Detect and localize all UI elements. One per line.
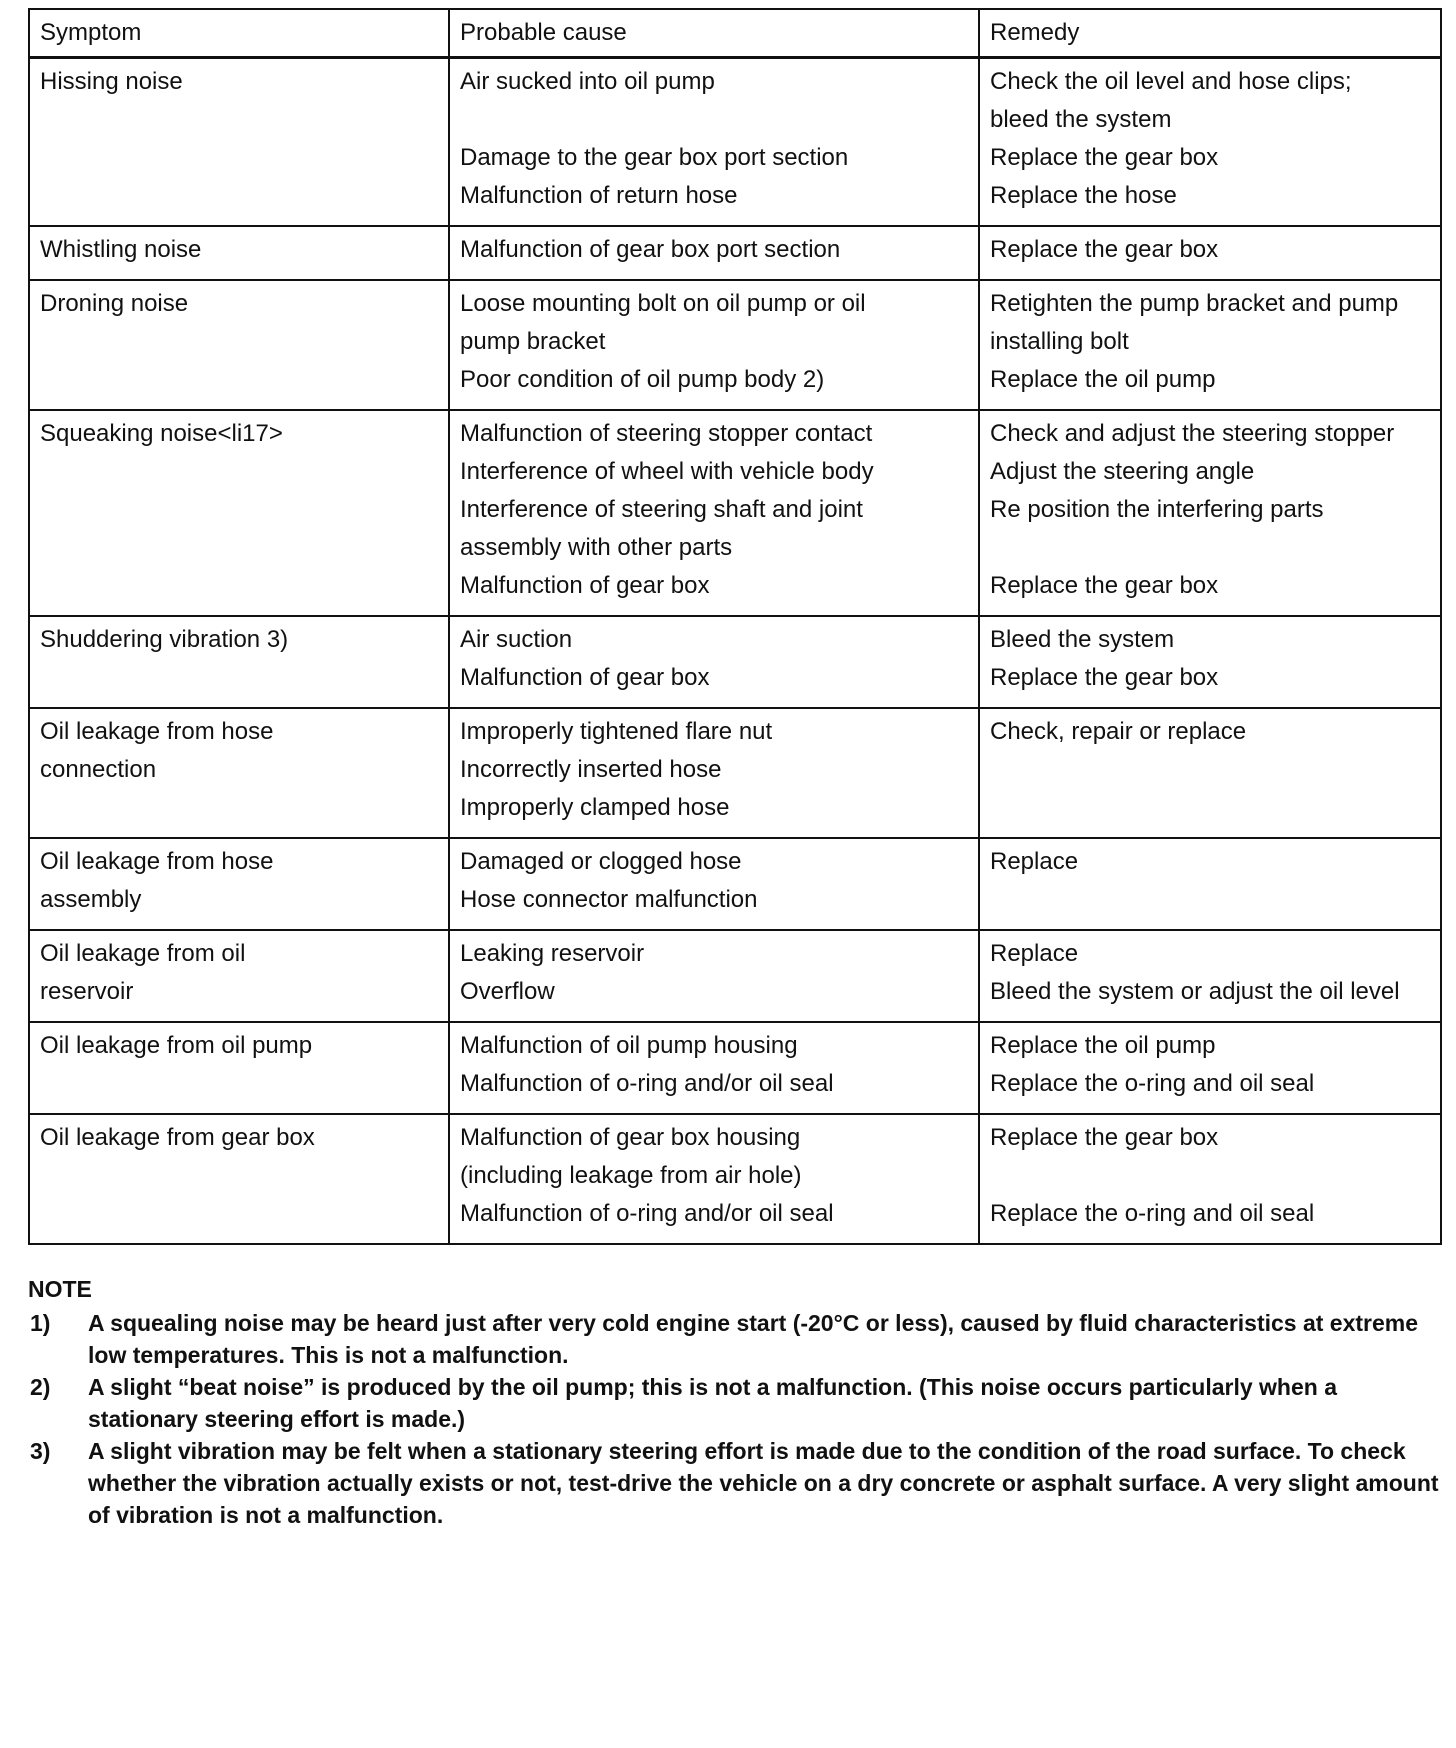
cell-line: connection (40, 756, 157, 783)
troubleshooting-table (28, 8, 1442, 1245)
note-number: 1) (30, 1310, 51, 1336)
symptom-cell (29, 280, 449, 410)
cause-cell (449, 838, 979, 930)
symptom-cell (29, 708, 449, 838)
cell-line: assembly with other parts (460, 534, 733, 561)
table-header-row (29, 9, 1441, 58)
cell-line: assembly (40, 886, 142, 913)
cell-line: Adjust the steering angle (990, 458, 1255, 485)
table-row (29, 616, 1441, 708)
table-row (29, 410, 1441, 616)
blank-line (990, 1157, 1430, 1195)
cell-line: Hissing noise (40, 68, 183, 95)
cell-line: pump bracket (460, 328, 606, 355)
cell-line: Loose mounting bolt on oil pump or oil (460, 290, 866, 317)
cell-line: Replace the o-ring and oil seal (990, 1200, 1315, 1227)
cell-line: Replace (990, 940, 1079, 967)
cell-line: Oil leakage from hose (40, 718, 274, 745)
symptom-cell (29, 410, 449, 616)
cell-line: Bleed the system (990, 626, 1175, 653)
blank-line (990, 529, 1430, 567)
cell-line: Overflow (460, 978, 555, 1005)
cell-line: Interference of steering shaft and joint (460, 496, 863, 523)
remedy-cell (979, 930, 1441, 1022)
cell-line: Replace the gear box (990, 236, 1219, 263)
table-row (29, 280, 1441, 410)
cell-line: Replace the oil pump (990, 1032, 1216, 1059)
cause-cell (449, 58, 979, 227)
blank-line (460, 101, 968, 139)
cell-line: (including leakage from air hole) (460, 1162, 802, 1189)
symptom-cell (29, 930, 449, 1022)
note-text: A squealing noise may be heard just after very cold engine start (-20°C or less), caused by fluid characteristics at extreme low temperatures. This is not a malfunction. (88, 1310, 1419, 1368)
remedy-cell (979, 226, 1441, 280)
table-row (29, 1114, 1441, 1244)
remedy-cell (979, 410, 1441, 616)
cell-line: Damaged or clogged hose (460, 848, 742, 875)
cell-line: bleed the system (990, 106, 1172, 133)
cell-line: Improperly tightened flare nut (460, 718, 773, 745)
cell-line: Replace the gear box (990, 1124, 1219, 1151)
cell-line: Malfunction of o-ring and/or oil seal (460, 1070, 834, 1097)
table-row (29, 226, 1441, 280)
cause-cell (449, 280, 979, 410)
cell-line: Interference of wheel with vehicle body (460, 458, 874, 485)
cell-line: Check and adjust the steering stopper (990, 420, 1395, 447)
cause-cell (449, 616, 979, 708)
symptom-cell (29, 58, 449, 227)
note-item (28, 1371, 1440, 1435)
table-row (29, 838, 1441, 930)
cell-line: Leaking reservoir (460, 940, 645, 967)
cell-line: Malfunction of return hose (460, 182, 738, 209)
cell-line: Check the oil level and hose clips; (990, 68, 1352, 95)
cause-cell (449, 1114, 979, 1244)
remedy-cell (979, 280, 1441, 410)
cell-line: reservoir (40, 978, 134, 1005)
symptom-cell (29, 616, 449, 708)
cell-line: Malfunction of gear box (460, 664, 710, 691)
cell-line: Replace the gear box (990, 144, 1219, 171)
note-item (28, 1435, 1440, 1531)
cell-line: Poor condition of oil pump body 2) (460, 366, 825, 393)
cell-line: Oil leakage from oil pump (40, 1032, 313, 1059)
notes-list (28, 1307, 1440, 1531)
cell-line: Malfunction of o-ring and/or oil seal (460, 1200, 834, 1227)
note-number: 2) (30, 1374, 51, 1400)
cell-line: Oil leakage from oil (40, 940, 246, 967)
cell-line: Malfunction of gear box housing (460, 1124, 801, 1151)
symptom-cell (29, 1022, 449, 1114)
document-page (28, 8, 1440, 1531)
note-text: A slight “beat noise” is produced by the oil pump; this is not a malfunction. (This noise occurs particularly when a stationary steering effort is made.) (88, 1374, 1337, 1432)
cell-line: Replace (990, 848, 1079, 875)
cell-line: Oil leakage from hose (40, 848, 274, 875)
cause-cell (449, 708, 979, 838)
cell-line: Droning noise (40, 290, 189, 317)
cell-line: Check, repair or replace (990, 718, 1247, 745)
cell-line: Malfunction of gear box port section (460, 236, 841, 263)
header-remedy: Remedy (979, 9, 1441, 58)
table-row (29, 1022, 1441, 1114)
cause-cell (449, 1022, 979, 1114)
remedy-cell (979, 838, 1441, 930)
cell-line: Malfunction of steering stopper contact (460, 420, 873, 447)
cell-line: Malfunction of gear box (460, 572, 710, 599)
remedy-cell (979, 1022, 1441, 1114)
note-item (28, 1307, 1440, 1371)
note-text: A slight vibration may be felt when a stationary steering effort is made due to the condition of the road surface. To check whether the vibration actually exists or not, test-drive the vehicle on a dry concrete or asphalt surface. A very slight amount of vibration is not a malfunction. (88, 1438, 1439, 1528)
note-number: 3) (30, 1438, 51, 1464)
symptom-cell (29, 226, 449, 280)
cell-line: Whistling noise (40, 236, 202, 263)
cell-line: Hose connector malfunction (460, 886, 758, 913)
table-row (29, 58, 1441, 227)
symptom-cell (29, 1114, 449, 1244)
cell-line: Damage to the gear box port section (460, 144, 849, 171)
cell-line: Shuddering vibration 3) (40, 626, 289, 653)
cause-cell (449, 226, 979, 280)
cell-line: Bleed the system or adjust the oil level (990, 978, 1400, 1005)
cell-line: Air suction (460, 626, 573, 653)
cell-line: Replace the hose (990, 182, 1177, 209)
notes-section (28, 1273, 1440, 1531)
cause-cell (449, 930, 979, 1022)
cell-line: Oil leakage from gear box (40, 1124, 315, 1151)
cell-line: Replace the gear box (990, 572, 1219, 599)
cell-line: installing bolt (990, 328, 1129, 355)
cell-line: Replace the o-ring and oil seal (990, 1070, 1315, 1097)
remedy-cell (979, 708, 1441, 838)
remedy-cell (979, 58, 1441, 227)
symptom-cell (29, 838, 449, 930)
cell-line: Air sucked into oil pump (460, 68, 715, 95)
header-probable-cause: Probable cause (449, 9, 979, 58)
cell-line: Incorrectly inserted hose (460, 756, 722, 783)
cell-line: Replace the gear box (990, 664, 1219, 691)
table-row (29, 708, 1441, 838)
cause-cell (449, 410, 979, 616)
notes-title: NOTE (28, 1276, 92, 1302)
table-row (29, 930, 1441, 1022)
table-body (29, 58, 1441, 1245)
cell-line: Re position the interfering parts (990, 496, 1324, 523)
remedy-cell (979, 1114, 1441, 1244)
cell-line: Malfunction of oil pump housing (460, 1032, 798, 1059)
cell-line: Improperly clamped hose (460, 794, 730, 821)
cell-line: Retighten the pump bracket and pump (990, 290, 1399, 317)
remedy-cell (979, 616, 1441, 708)
cell-line: Replace the oil pump (990, 366, 1216, 393)
header-symptom: Symptom (29, 9, 449, 58)
cell-line: Squeaking noise<li17> (40, 420, 283, 447)
